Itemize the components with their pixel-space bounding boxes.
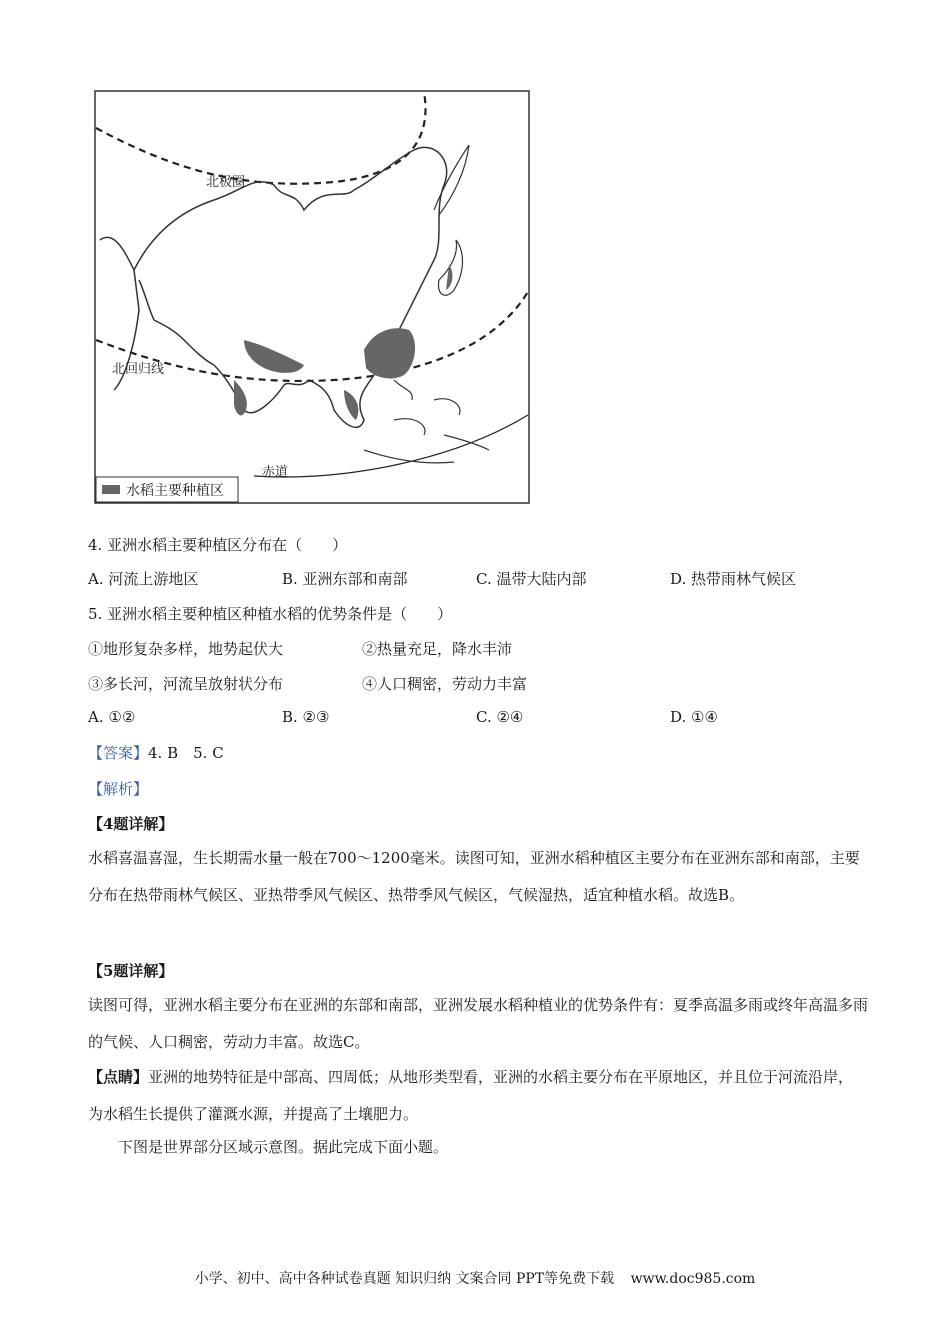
q5-option-a: A. ①②	[88, 708, 136, 726]
detail4-text: 水稻喜温喜湿，生长期需水量一般在700～1200毫米。读图可知，亚洲水稻种植区主要分布在亚洲东部和南部，主要分布在热带雨林气候区、亚热带季风气候区、热带季风气候区，气候湿热，适宜种植水稻。故选B。	[88, 849, 860, 904]
q5-statement-2: ②热量充足，降水丰沛	[362, 640, 513, 658]
q4-option-b: B. 亚洲东部和南部	[282, 570, 408, 588]
note-text: 亚洲的地势特征是中部高、四周低；从地形类型看，亚洲的水稻主要分布在平原地区，并且位于河流沿岸，为水稻生长提供了灌溉水源，并提高了土壤肥力。	[88, 1068, 854, 1123]
detail4-heading: 【4题详解】	[88, 815, 174, 833]
detail5-heading: 【5题详解】	[88, 962, 174, 980]
q4-option-a: A. 河流上游地区	[88, 570, 199, 588]
q5-option-c: C. ②④	[476, 708, 524, 726]
answer-tag: 【答案】	[88, 744, 149, 762]
q4-stem: 4. 亚洲水稻主要种植区分布在（ ）	[88, 536, 348, 554]
legend-label: 水稻主要种植区	[126, 482, 224, 498]
q5-statement-4: ④人口稠密，劳动力丰富	[362, 675, 528, 693]
footer-url[interactable]: www.doc985.com	[630, 1271, 756, 1287]
q5-statement-1: ①地形复杂多样，地势起伏大	[88, 640, 284, 658]
q5-option-d: D. ①④	[670, 708, 718, 726]
footer-text: 小学、初中、高中各种试卷真题 知识归纳 文案合同 PPT等免费下载	[194, 1271, 615, 1287]
map-legend	[96, 477, 238, 502]
note-tag: 【点睛】	[88, 1068, 149, 1086]
answer-text: 4. B 5. C	[148, 744, 224, 762]
next-section-intro: 下图是世界部分区域示意图。据此完成下面小题。	[118, 1138, 449, 1156]
q5-statement-3: ③多长河，河流呈放射状分布	[88, 675, 284, 693]
answer-line	[88, 743, 224, 763]
tropic-label: 北回归线	[112, 361, 165, 376]
equator-label: 赤道	[262, 464, 289, 479]
footer	[0, 1268, 950, 1288]
arctic-label: 北极圈	[206, 174, 246, 189]
analysis-tag: 【解析】	[88, 780, 149, 798]
q4-option-d: D. 热带雨林气候区	[670, 570, 797, 588]
q4-option-c: C. 温带大陆内部	[476, 570, 587, 588]
q5-option-b: B. ②③	[282, 708, 330, 726]
legend-swatch	[102, 485, 120, 494]
q5-stem: 5. 亚洲水稻主要种植区种植水稻的优势条件是（ ）	[88, 605, 453, 623]
detail5-text: 读图可得，亚洲水稻主要分布在亚洲的东部和南部，亚洲发展水稻种植业的优势条件有：夏季高温多雨或终年高温多雨的气候、人口稠密，劳动力丰富。故选C。	[88, 996, 869, 1051]
asia-rice-map	[94, 90, 530, 504]
note-paragraph	[88, 1059, 868, 1133]
